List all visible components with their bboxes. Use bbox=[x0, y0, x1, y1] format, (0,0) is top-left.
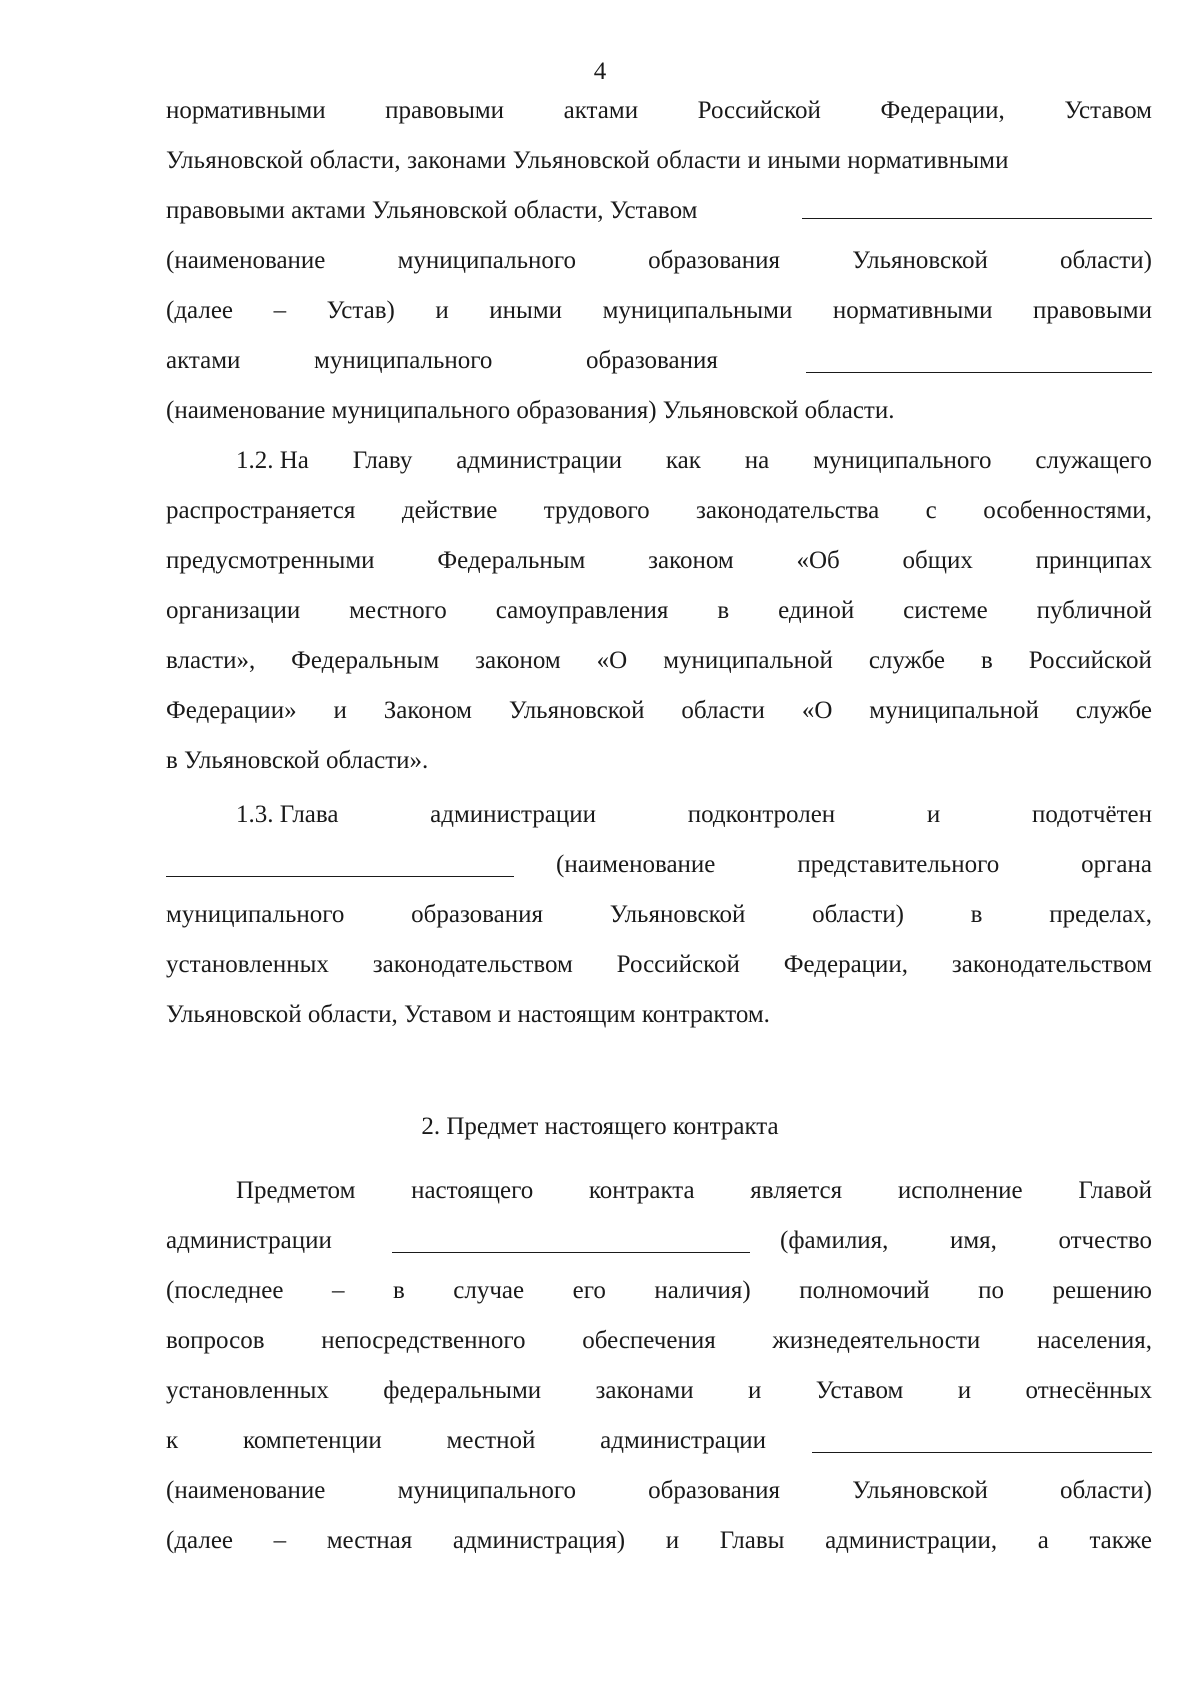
word: обеспечения bbox=[582, 1327, 716, 1354]
word: Устав) bbox=[326, 297, 395, 324]
text-line bbox=[166, 646, 1152, 676]
text-line bbox=[166, 950, 1152, 980]
word: Федерации, bbox=[783, 951, 909, 978]
word: «Об bbox=[796, 547, 840, 574]
word: правовыми bbox=[385, 97, 505, 124]
section-heading: 2. Предмет настоящего контракта bbox=[421, 1113, 779, 1140]
text-line bbox=[166, 1526, 1152, 1556]
word: муниципальными bbox=[602, 297, 793, 324]
word: в bbox=[980, 647, 993, 674]
word: самоуправления bbox=[495, 597, 669, 624]
word: (наименование bbox=[166, 247, 326, 274]
word: (фамилия, bbox=[780, 1227, 889, 1254]
word: образования bbox=[411, 901, 543, 928]
word: является bbox=[750, 1177, 843, 1204]
word: Ульяновской bbox=[852, 247, 988, 274]
word: организации bbox=[166, 597, 301, 624]
word: с bbox=[925, 497, 937, 524]
word: образования bbox=[586, 347, 718, 374]
word: как bbox=[665, 447, 701, 474]
word: Российской bbox=[616, 951, 740, 978]
word: в bbox=[970, 901, 983, 928]
word: распространяется bbox=[166, 497, 356, 524]
word: законодательства bbox=[696, 497, 880, 524]
word: актами bbox=[166, 347, 241, 374]
word: и bbox=[333, 697, 347, 724]
word: муниципального bbox=[397, 247, 576, 274]
line-text bbox=[166, 1426, 766, 1456]
word: Российской bbox=[697, 97, 821, 124]
word: принципах bbox=[1035, 547, 1152, 574]
word: власти», bbox=[166, 647, 256, 674]
word: отнесённых bbox=[1025, 1377, 1152, 1404]
word: имя, bbox=[949, 1227, 997, 1254]
text-line: Ульяновской области, законами Ульяновской области и иными нормативными bbox=[166, 147, 1009, 174]
word: по bbox=[978, 1277, 1005, 1304]
word: на bbox=[744, 447, 770, 474]
word: трудового bbox=[543, 497, 650, 524]
line-text: правовыми актами Ульяновской области, Уставом bbox=[166, 197, 698, 224]
word: в bbox=[392, 1277, 405, 1304]
word: муниципального bbox=[397, 1477, 576, 1504]
word: установленных bbox=[166, 951, 329, 978]
word: Ульяновской bbox=[609, 901, 746, 928]
word: нормативными bbox=[166, 97, 326, 124]
text-line: (наименование муниципального образования) Ульяновской области. bbox=[166, 397, 895, 424]
word: Ульяновской bbox=[508, 697, 645, 724]
word: полномочий bbox=[799, 1277, 930, 1304]
text-line bbox=[166, 900, 1152, 930]
word: а bbox=[1037, 1527, 1049, 1554]
text-line bbox=[166, 696, 1152, 726]
word: области) bbox=[812, 901, 904, 928]
word: законодательством bbox=[951, 951, 1152, 978]
text-line bbox=[166, 96, 1152, 126]
word: (наименование bbox=[556, 851, 716, 878]
word: исполнение bbox=[897, 1177, 1023, 1204]
word: предусмотренными bbox=[166, 547, 375, 574]
word: службе bbox=[868, 647, 945, 674]
word: Уставом bbox=[1064, 97, 1152, 124]
text-line: в Ульяновской области». bbox=[166, 747, 429, 774]
word: (далее bbox=[166, 1527, 234, 1554]
word: образования bbox=[648, 247, 781, 274]
word: администрации bbox=[166, 1227, 332, 1254]
word: муниципальной bbox=[663, 647, 833, 674]
word: особенностями, bbox=[983, 497, 1152, 524]
word: законодательством bbox=[372, 951, 573, 978]
word: «О bbox=[801, 697, 833, 724]
word: общих bbox=[902, 547, 973, 574]
word: законом bbox=[648, 547, 734, 574]
word: также bbox=[1089, 1527, 1152, 1554]
word: служащего bbox=[1035, 447, 1152, 474]
text-line: Ульяновской области, Уставом и настоящим контрактом. bbox=[166, 1001, 770, 1028]
blank-field bbox=[166, 854, 514, 877]
word: администрации bbox=[430, 801, 596, 828]
word: настоящего bbox=[411, 1177, 534, 1204]
word: случае bbox=[453, 1277, 525, 1304]
word: (наименование bbox=[166, 1477, 326, 1504]
word: (далее bbox=[166, 297, 234, 324]
word: Предметом bbox=[236, 1177, 356, 1204]
word: жизнедеятельности bbox=[772, 1327, 981, 1354]
word: населения, bbox=[1036, 1327, 1152, 1354]
word: Российской bbox=[1028, 647, 1152, 674]
word: местного bbox=[349, 597, 447, 624]
text-line bbox=[166, 1376, 1152, 1406]
word: системе bbox=[903, 597, 988, 624]
word: местной bbox=[446, 1427, 536, 1454]
blank-field bbox=[802, 196, 1152, 219]
word: вопросов bbox=[166, 1327, 265, 1354]
word: Федерации» bbox=[166, 697, 297, 724]
text-line bbox=[166, 1476, 1152, 1506]
text-line bbox=[166, 1276, 1152, 1306]
word: Уставом bbox=[815, 1377, 904, 1404]
word: 1.2. На bbox=[236, 447, 309, 474]
word: федеральными bbox=[383, 1377, 542, 1404]
word: Законом bbox=[383, 697, 472, 724]
text-line bbox=[166, 596, 1152, 626]
word: Федеральным bbox=[291, 647, 440, 674]
text-line bbox=[166, 296, 1152, 326]
word: муниципального bbox=[166, 901, 345, 928]
word: и bbox=[926, 801, 941, 828]
line-text bbox=[556, 850, 1152, 880]
blank-field bbox=[806, 350, 1152, 373]
word: области) bbox=[1060, 247, 1152, 274]
word: администрации, bbox=[825, 1527, 998, 1554]
word: органа bbox=[1081, 851, 1152, 878]
word: установленных bbox=[166, 1377, 329, 1404]
word: единой bbox=[778, 597, 855, 624]
word: администрация) bbox=[452, 1527, 626, 1554]
word: администрации bbox=[456, 447, 623, 474]
word: 1.3. Глава bbox=[236, 801, 339, 828]
word: пределах, bbox=[1049, 901, 1152, 928]
line-text bbox=[780, 1226, 1152, 1256]
word: законами bbox=[595, 1377, 694, 1404]
word: решению bbox=[1052, 1277, 1152, 1304]
word: администрации bbox=[600, 1427, 766, 1454]
word: местная bbox=[326, 1527, 413, 1554]
word: образования bbox=[648, 1477, 781, 1504]
word: Главу bbox=[352, 447, 413, 474]
word: правовыми bbox=[1033, 297, 1152, 324]
word: муниципального bbox=[314, 347, 493, 374]
word: – bbox=[273, 1527, 287, 1554]
word: наличия) bbox=[654, 1277, 751, 1304]
page-number: 4 bbox=[593, 58, 607, 85]
text-line bbox=[236, 800, 1152, 830]
word: непосредственного bbox=[321, 1327, 526, 1354]
text-line bbox=[236, 446, 1152, 476]
word: Федеральным bbox=[437, 547, 586, 574]
word: в bbox=[717, 597, 730, 624]
text-line bbox=[166, 196, 1152, 226]
word: Главой bbox=[1078, 1177, 1152, 1204]
word: службе bbox=[1075, 697, 1152, 724]
word: его bbox=[572, 1277, 606, 1304]
word: действие bbox=[401, 497, 498, 524]
text-line bbox=[166, 246, 1152, 276]
word: – bbox=[331, 1277, 345, 1304]
word: муниципальной bbox=[869, 697, 1039, 724]
word: области bbox=[681, 697, 765, 724]
word: и bbox=[747, 1377, 762, 1404]
word: представительного bbox=[797, 851, 1000, 878]
word: к bbox=[166, 1427, 179, 1454]
word: иными bbox=[489, 297, 563, 324]
word: «О bbox=[596, 647, 628, 674]
blank-field bbox=[812, 1430, 1152, 1453]
word: – bbox=[273, 297, 287, 324]
text-line bbox=[236, 1176, 1152, 1206]
word: Федерации, bbox=[880, 97, 1005, 124]
word: публичной bbox=[1036, 597, 1152, 624]
word: законом bbox=[475, 647, 561, 674]
word: отчество bbox=[1058, 1227, 1152, 1254]
word: подотчётен bbox=[1031, 801, 1152, 828]
blank-field bbox=[392, 1230, 750, 1253]
word: муниципального bbox=[813, 447, 992, 474]
word: и bbox=[665, 1527, 680, 1554]
word: и bbox=[957, 1377, 972, 1404]
word: компетенции bbox=[242, 1427, 382, 1454]
word: Ульяновской bbox=[852, 1477, 988, 1504]
word: области) bbox=[1060, 1477, 1152, 1504]
word: нормативными bbox=[832, 297, 993, 324]
word: контракта bbox=[588, 1177, 695, 1204]
text-line bbox=[166, 546, 1152, 576]
text-line bbox=[166, 496, 1152, 526]
word: и bbox=[435, 297, 449, 324]
word: Главы bbox=[719, 1527, 785, 1554]
word: подконтролен bbox=[687, 801, 836, 828]
word: актами bbox=[563, 97, 639, 124]
text-line bbox=[166, 1326, 1152, 1356]
word: (последнее bbox=[166, 1277, 284, 1304]
